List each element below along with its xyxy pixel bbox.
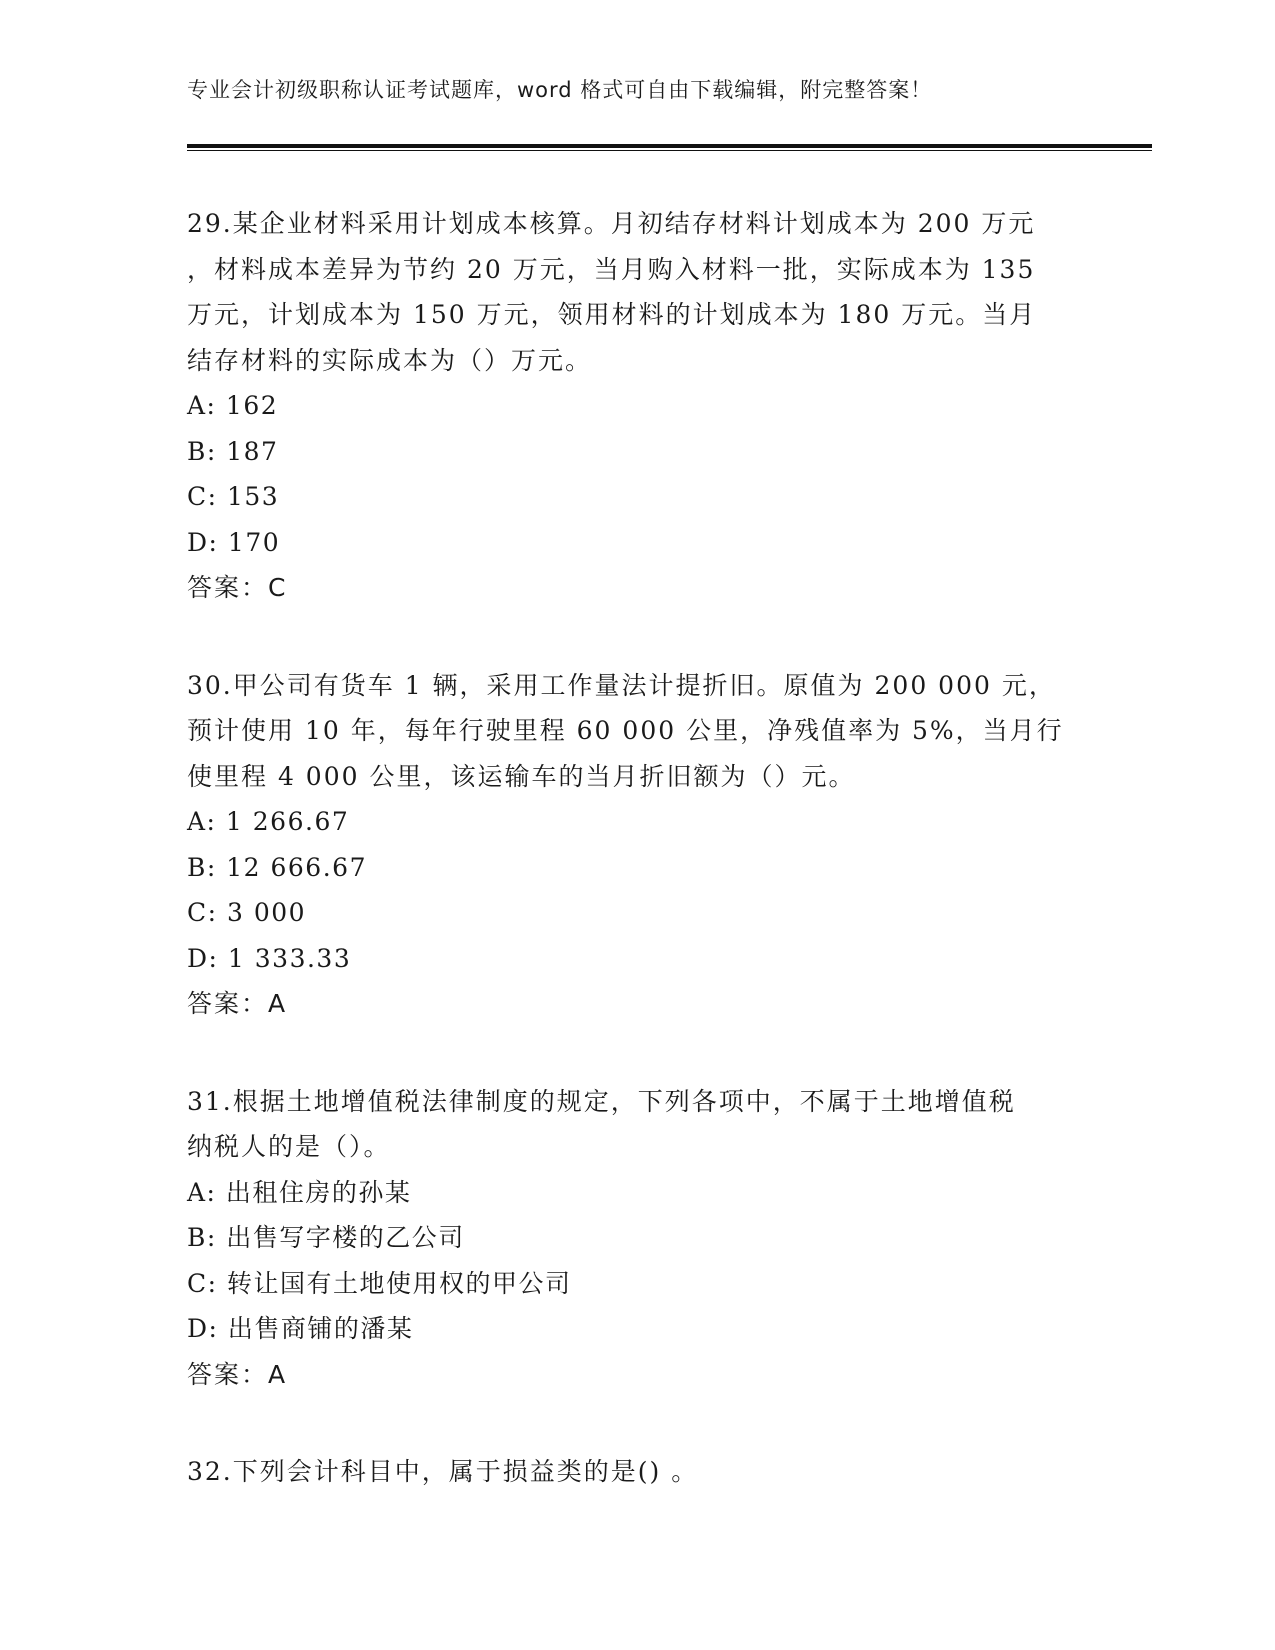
option-b: B: 187	[187, 436, 279, 466]
page-header: 专业会计初级职称认证考试题库，word 格式可自由下载编辑，附完整答案！	[187, 78, 933, 102]
question-text-line: 31.根据土地增值税法律制度的规定，下列各项中，不属于土地增值税	[187, 1086, 1016, 1116]
question-text-line: 32.下列会计科目中，属于损益类的是() 。	[187, 1457, 699, 1486]
option-d: D: 出售商铺的潘某	[187, 1314, 414, 1343]
option-a: A: 1 266.67	[187, 807, 350, 836]
question-30	[187, 663, 1087, 1027]
option-d: D: 170	[187, 527, 281, 557]
option-c: C: 153	[187, 482, 280, 511]
option-c: C: 转让国有土地使用权的甲公司	[187, 1268, 572, 1298]
option-c: C: 3 000	[187, 898, 307, 927]
answer: 答案：A	[187, 1359, 288, 1389]
option-a: A: 出租住房的孙某	[187, 1177, 412, 1207]
option-b: B: 12 666.67	[187, 852, 367, 882]
header-rule-thin	[187, 150, 1152, 151]
question-text-line: 使里程 4 000 公里，该运输车的当月折旧额为（）元。	[187, 761, 856, 791]
option-b: B: 出售写字楼的乙公司	[187, 1223, 465, 1252]
question-text-line: ，材料成本差异为节约 20 万元，当月购入材料一批，实际成本为 135	[187, 254, 1036, 284]
question-text-line: 万元，计划成本为 150 万元，领用材料的计划成本为 180 万元。当月	[187, 300, 1037, 329]
answer: 答案：A	[187, 989, 288, 1018]
question-text-line: 纳税人的是（）。	[187, 1132, 391, 1161]
question-text-line: 29.某企业材料采用计划成本核算。月初结存材料计划成本为 200 万元	[187, 209, 1036, 238]
question-list	[187, 201, 1087, 1547]
question-32	[187, 1449, 1087, 1495]
question-29	[187, 201, 1087, 611]
answer: 答案：C	[187, 573, 288, 602]
question-text-line: 结存材料的实际成本为（）万元。	[187, 345, 593, 375]
question-31	[187, 1079, 1087, 1398]
header-rule-thick	[187, 144, 1152, 148]
option-a: A: 162	[187, 391, 279, 420]
question-text-line: 30.甲公司有货车 1 辆，采用工作量法计提折旧。原值为 200 000 元，	[187, 670, 1056, 700]
question-text-line: 预计使用 10 年，每年行驶里程 60 000 公里，净残值率为 5%，当月行	[187, 716, 1064, 745]
option-d: D: 1 333.33	[187, 943, 352, 973]
